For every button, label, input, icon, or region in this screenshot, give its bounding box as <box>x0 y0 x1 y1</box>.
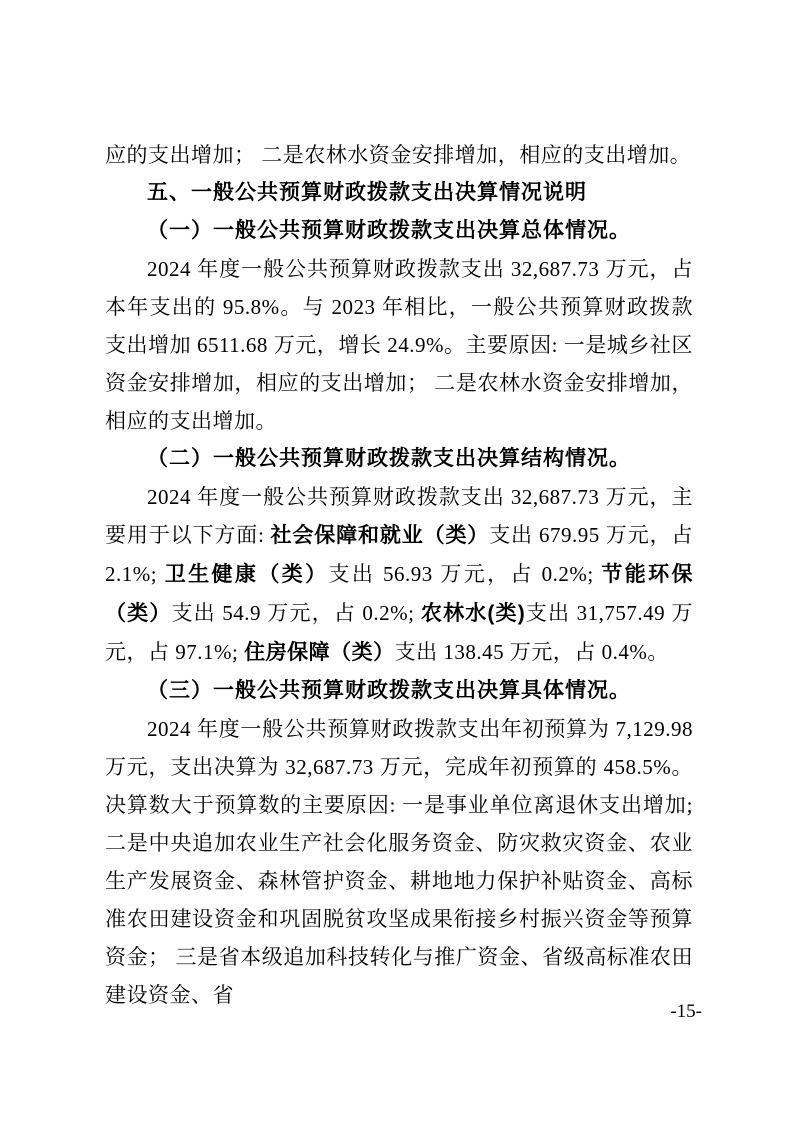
bold-text-run: （二）一般公共预算财政拨款支出决算结构情况。 <box>147 447 631 470</box>
bold-text-run: 卫生健康（类） <box>164 563 329 586</box>
subsection-heading-two <box>105 440 693 478</box>
text-run: 2024 年度一般公共预算财政拨款支出 32,687.73 万元，主要用于以下方面: <box>105 485 693 547</box>
page-number: -15- <box>670 1001 702 1022</box>
text-run: 支出 56.93 万元，占 0.2%; <box>328 562 602 586</box>
document-body <box>105 136 693 1014</box>
text-run: 应的支出增加； 二是农林水资金安排增加，相应的支出增加。 <box>105 143 692 167</box>
bold-text-run: （三）一般公共预算财政拨款支出决算具体情况。 <box>147 679 631 702</box>
bold-text-run: 农林水(类) <box>420 602 526 625</box>
text-run: 支出 679.95 万元，占 2.1%; <box>105 523 694 586</box>
structure-situation-paragraph <box>105 478 693 672</box>
specific-situation-paragraph <box>105 710 693 1014</box>
bold-text-run: 五、一般公共预算财政拨款支出决算情况说明 <box>147 181 587 204</box>
overall-situation-paragraph <box>105 250 693 440</box>
text-run: 2024 年度一般公共预算财政拨款支出年初预算为 7,129.98 万元，支出决算为 32,687.73 万元，完成年初预算的 458.5%。决算数大于预算数的主要原因: 一是事业单位离退休支出增加;二是中央追加农业生产社会化服务资金、防灾救灾资金、农业生产发展资金、森林管护资金、耕地地力保护补贴资金、高标准农田建设资金和巩固脱贫攻坚成果衔接乡村振兴资金等预算资金； 三是省本级追加科技转化与推广资金、省级高标准农田建设资金、省 <box>105 717 693 1007</box>
text-run: 支出 138.45 万元，占 0.4%。 <box>394 640 669 664</box>
text-run: 2024 年度一般公共预算财政拨款支出 32,687.73 万元，占本年支出的 95.8%。与 2023 年相比，一般公共预算财政拨款支出增加 6511.68 万元，增长 24.9%。主要原因: 一是城乡社区资金安排增加，相应的支出增加； 二是农林水资金安排增加，相应的支出增加。 <box>105 257 693 433</box>
bold-text-run: 节能环保（类） <box>105 563 694 625</box>
bold-text-run: （一）一般公共预算财政拨款支出决算总体情况。 <box>147 219 631 242</box>
subsection-heading-one <box>105 212 693 250</box>
continuation-paragraph <box>105 136 693 174</box>
bold-text-run: 社会保障和就业（类） <box>270 524 490 547</box>
text-run: 支出 54.9 万元，占 0.2%; <box>171 601 421 625</box>
subsection-heading-three <box>105 672 693 710</box>
bold-text-run: 住房保障（类） <box>244 641 395 664</box>
text-run: 支出 31,757.49 万元，占 97.1%; <box>105 601 694 664</box>
section-heading-five <box>105 174 693 212</box>
